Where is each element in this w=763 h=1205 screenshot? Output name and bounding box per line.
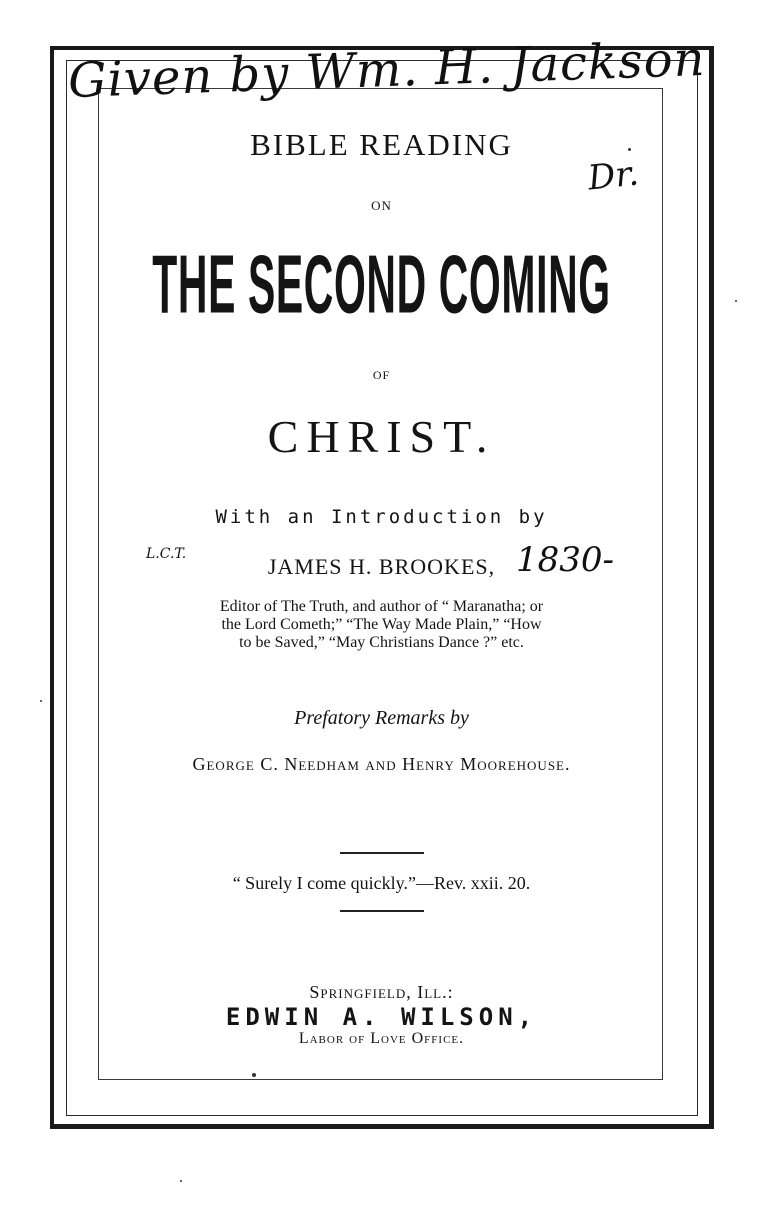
word-on: ON bbox=[371, 198, 392, 213]
credentials-line-3: to be Saved,” “May Christians Dance ?” etc. bbox=[239, 634, 524, 651]
publisher-office: Labor of Love Office. bbox=[298, 1030, 465, 1047]
title-christ: CHRIST. bbox=[267, 411, 496, 462]
prefatory-remarks: Prefatory Remarks by bbox=[294, 707, 469, 729]
author-credentials bbox=[0, 598, 763, 652]
handwritten-year: 1830- bbox=[516, 540, 615, 580]
ink-speck bbox=[180, 1180, 182, 1182]
introduction-by: With an Introduction by bbox=[215, 506, 548, 528]
credentials-line-2: the Lord Cometh;” “The Way Made Plain,” “How bbox=[221, 616, 542, 633]
handwritten-marginal-note: L.C.T. bbox=[146, 546, 187, 562]
heading-bible-reading: BIBLE READING bbox=[250, 127, 513, 162]
author-name: JAMES H. BROOKES, bbox=[267, 554, 496, 579]
ink-speck bbox=[735, 300, 737, 302]
ink-speck bbox=[40, 700, 42, 702]
publisher-place: Springfield, Ill.: bbox=[309, 982, 454, 1002]
rule-top bbox=[340, 852, 424, 854]
title-second-coming: THE SECOND COMING bbox=[152, 237, 611, 330]
handwritten-signature: Given by Wm. H. Jackson bbox=[67, 30, 707, 110]
scripture-quote: “ Surely I come quickly.”—Rev. xxii. 20. bbox=[232, 873, 531, 893]
word-of: OF bbox=[372, 368, 391, 382]
ink-speck bbox=[252, 1073, 256, 1077]
ink-speck bbox=[628, 148, 631, 151]
credentials-line-1: Editor of The Truth, and author of “ Maranatha; or bbox=[219, 598, 544, 615]
handwritten-dr: Dr. bbox=[586, 153, 641, 199]
contributors: George C. Needham and Henry Moorehouse. bbox=[192, 754, 571, 774]
publisher-name: EDWIN A. WILSON, bbox=[225, 1003, 538, 1031]
rule-bottom bbox=[340, 910, 424, 912]
